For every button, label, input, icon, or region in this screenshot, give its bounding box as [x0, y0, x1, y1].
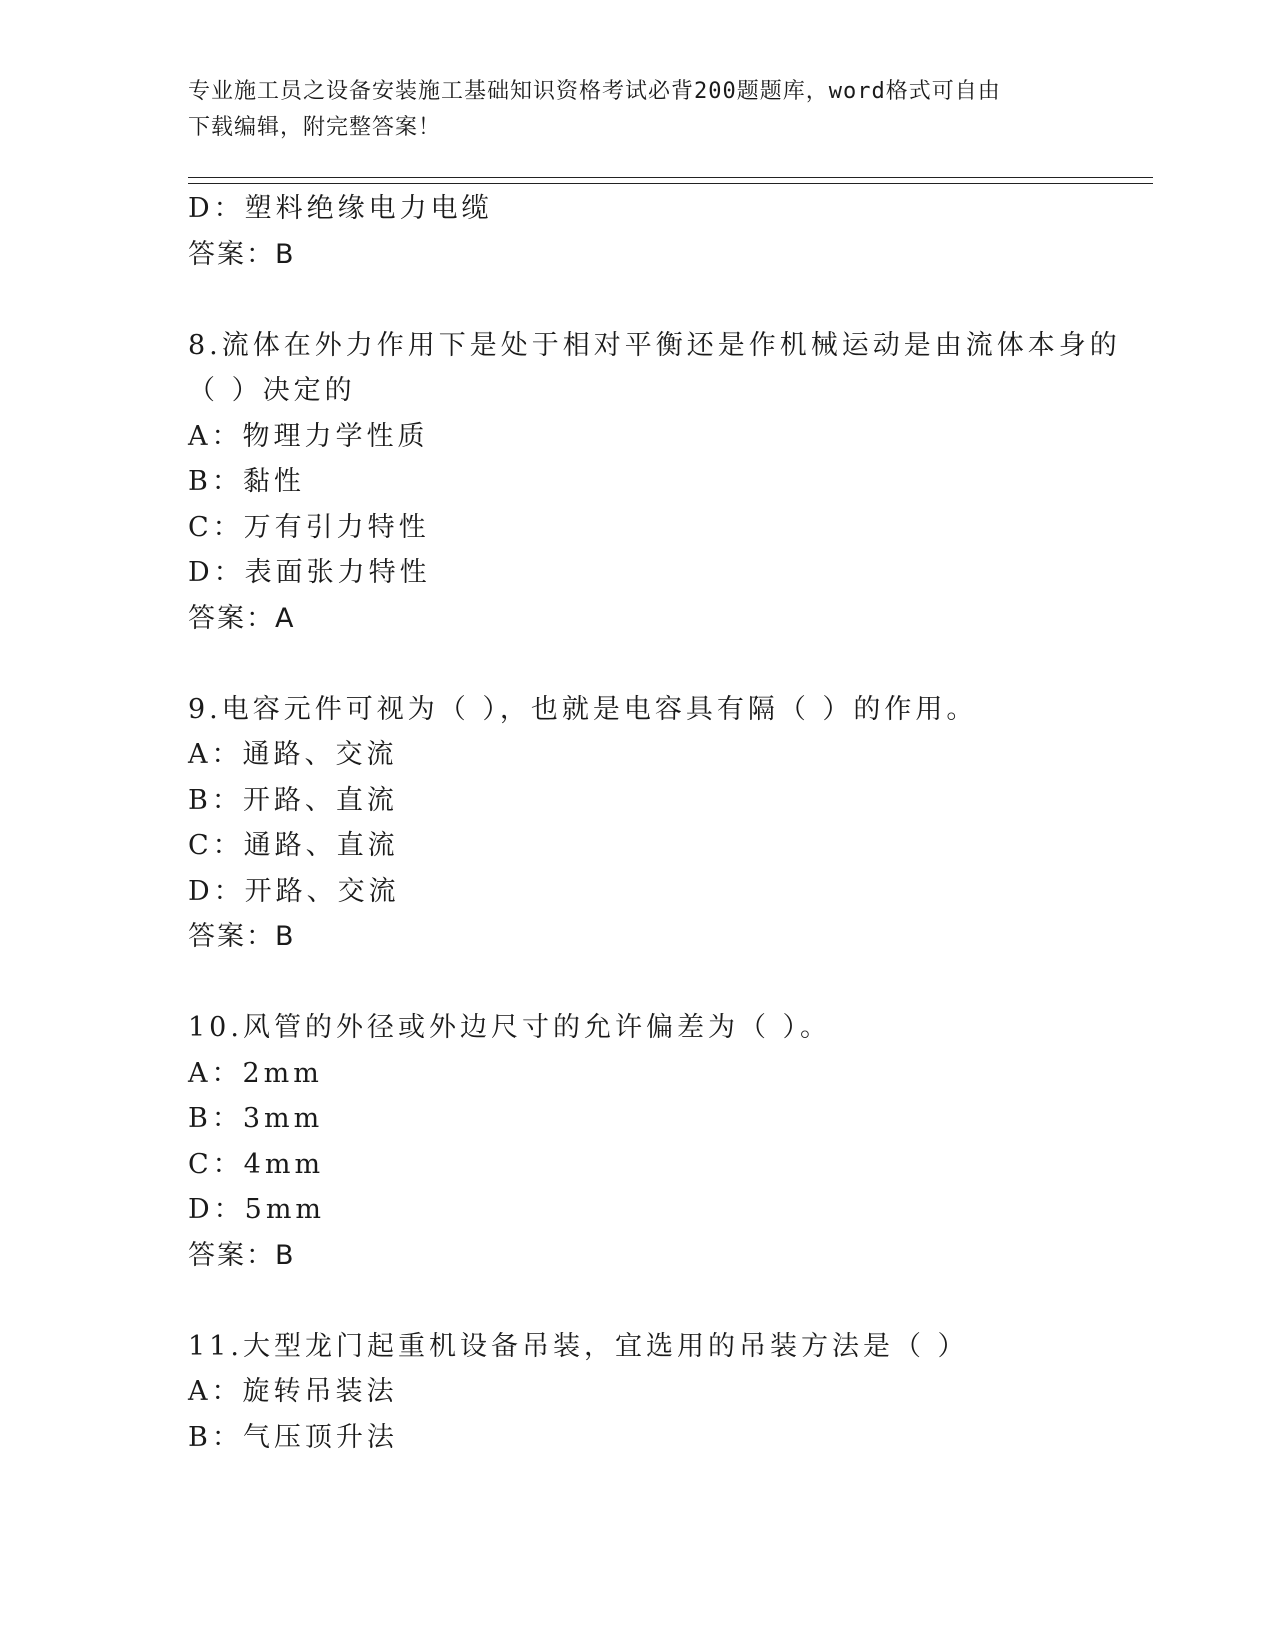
option-b: B：气压顶升法: [188, 1421, 398, 1453]
spacer: [188, 277, 1088, 323]
option-a: A：2mm: [188, 1057, 323, 1089]
question-stem: 11.大型龙门起重机设备吊装，宜选用的吊装方法是（ ）: [188, 1330, 969, 1362]
option-d: D：表面张力特性: [188, 557, 431, 588]
question-list: [188, 186, 1121, 1460]
answer-line: 答案：A: [188, 602, 296, 634]
option-a: A：物理力学性质: [188, 420, 429, 452]
option-a: A：通路、交流: [188, 739, 398, 770]
option-c: C：通路、直流: [188, 830, 399, 861]
header-divider-top: [188, 177, 1153, 178]
question-stem-continued: （ ）决定的: [188, 375, 356, 406]
option-a: A：旋转吊装法: [188, 1376, 398, 1407]
option-b: B：3mm: [188, 1103, 324, 1134]
question-10: [188, 1005, 1088, 1278]
spacer: [188, 960, 1088, 1006]
header-divider-bottom: [188, 183, 1153, 184]
document-header: [188, 74, 1088, 146]
header-line-2: 下载编辑，附完整答案！: [188, 115, 442, 140]
header-line-1: 专业施工员之设备安装施工基础知识资格考试必背200题题库，word格式可自由: [188, 79, 1001, 104]
option-b: B：黏性: [188, 466, 305, 497]
question-stem: 10.风管的外径或外边尺寸的允许偏差为（ ）。: [188, 1012, 832, 1043]
question-stem: 8.流体在外力作用下是处于相对平衡还是作机械运动是由流体本身的: [188, 329, 1121, 361]
option-c: C：4mm: [188, 1148, 325, 1180]
option-d: D：开路、交流: [188, 875, 400, 907]
answer-line: 答案：B: [188, 238, 296, 270]
option-b: B：开路、直流: [188, 784, 398, 816]
spacer: [188, 641, 1088, 687]
answer-line: 答案：B: [188, 1239, 296, 1271]
option-d: D：塑料绝缘电力电缆: [188, 193, 493, 224]
question-9: [188, 687, 1088, 960]
question-stem: 9.电容元件可视为（ ），也就是电容具有隔（ ）的作用。: [188, 693, 978, 725]
spacer: [188, 1278, 1088, 1324]
question-8: [188, 323, 1121, 642]
question-11: [188, 1324, 1088, 1461]
answer-line: 答案：B: [188, 921, 296, 952]
option-d: D：5mm: [188, 1194, 326, 1225]
question-7-tail: [188, 186, 1088, 277]
option-c: C：万有引力特性: [188, 511, 430, 543]
